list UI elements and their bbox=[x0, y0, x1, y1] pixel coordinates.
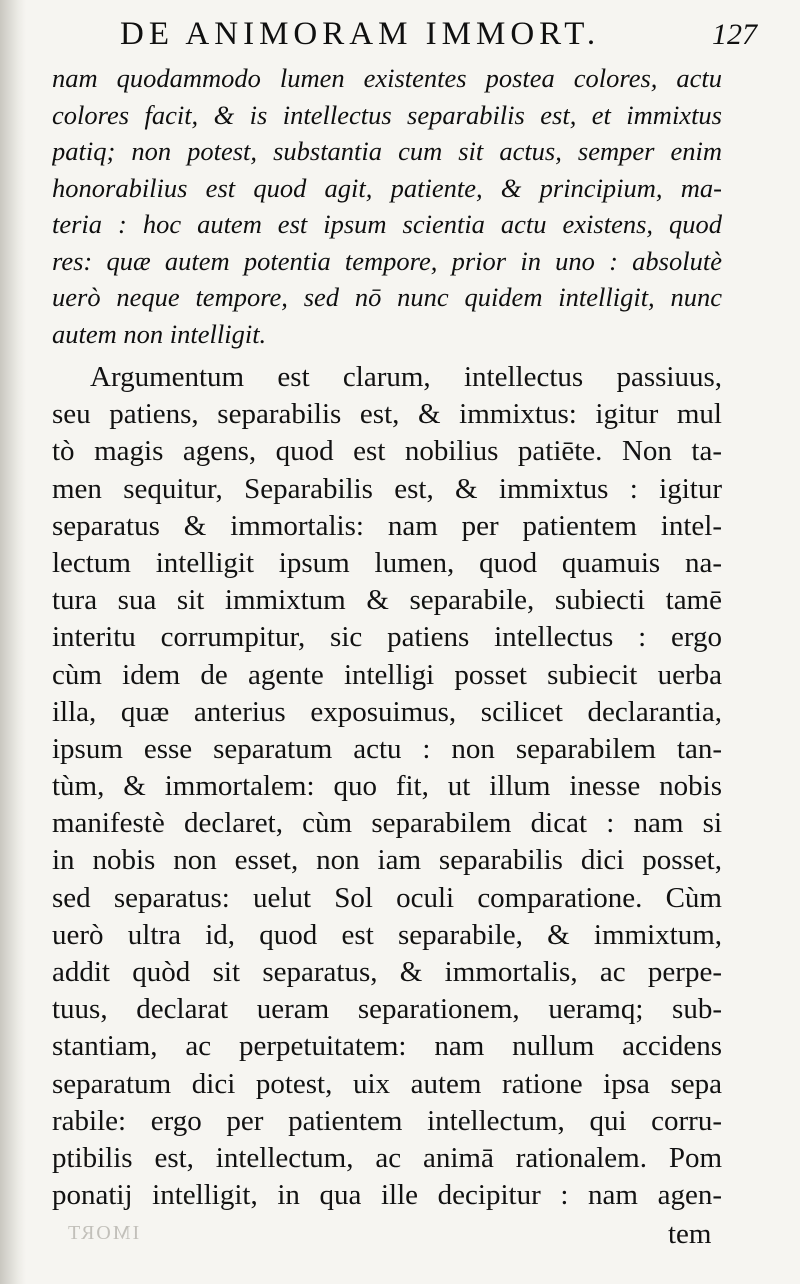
page-gutter-shadow bbox=[0, 0, 26, 1284]
text-line: ipsum esse separatum actu : non separabilem tan- bbox=[52, 732, 722, 765]
text-line: Argumentum est clarum, intellectus passiuus, bbox=[90, 361, 722, 393]
text-line: res: quæ autem potentia tempore, prior in uno : absolutè bbox=[52, 245, 722, 276]
text-line: colores facit, & is intellectus separabilis est, et immixtus bbox=[52, 99, 722, 130]
text-line: patiq; non potest, substantia cum sit actus, semper enim bbox=[52, 136, 722, 166]
text-line: separatus & immortalis: nam per patientem intel- bbox=[52, 509, 722, 542]
text-line: seu patiens, separabilis est, & immixtus: igitur mul bbox=[52, 398, 722, 431]
text-line: stantiam, ac perpetuitatem: nam nullum accidens bbox=[52, 1030, 722, 1063]
text-line: rabile: ergo per patientem intellectum, qui corru- bbox=[52, 1104, 722, 1137]
commentary-paragraph bbox=[52, 359, 722, 1214]
text-line: honorabilius est quod agit, patiente, & principium, ma- bbox=[52, 172, 722, 203]
text-line: manifestè declaret, cùm separabilem dicat : nam si bbox=[52, 807, 722, 840]
text-line: lectum intelligit ipsum lumen, quod quamuis na- bbox=[52, 546, 722, 579]
text-line: tò magis agens, quod est nobilius patiēte. Non ta- bbox=[52, 435, 722, 468]
text-line: ponatij intelligit, in qua ille decipitur : nam agen- bbox=[52, 1179, 722, 1212]
running-head: DE ANIMORAM IMMORT. bbox=[120, 16, 601, 52]
text-line: tura sua sit immixtum & separabile, subiecti tamē bbox=[52, 584, 722, 617]
text-line: ptibilis est, intellectum, ac animā rationalem. Pom bbox=[52, 1141, 722, 1174]
italic-quotation bbox=[52, 60, 722, 352]
text-line: uerò neque tempore, sed nō nunc quidem intelligit, nunc bbox=[52, 282, 722, 312]
bleed-through-text: IMORT bbox=[66, 1222, 140, 1244]
text-line: in nobis non esset, non iam separabilis dici posset, bbox=[52, 844, 722, 877]
text-line: tuus, declarat ueram separationem, ueramq; sub- bbox=[52, 993, 722, 1026]
text-line: sed separatus: uelut Sol oculi comparatione. Cùm bbox=[52, 881, 722, 914]
text-line: addit quòd sit separatus, & immortalis, ac perpe- bbox=[52, 956, 722, 988]
text-line: autem non intelligit. bbox=[52, 318, 267, 349]
text-line: uerò ultra id, quod est separabile, & immixtum, bbox=[52, 918, 722, 951]
text-line: tùm, & immortalem: quo fit, ut illum inesse nobis bbox=[52, 770, 722, 803]
text-line: interitu corrumpitur, sic patiens intellectus : ergo bbox=[52, 621, 722, 654]
text-line: teria : hoc autem est ipsum scientia actu existens, quod bbox=[52, 209, 722, 239]
text-line: separatum dici potest, uix autem ratione ipsa sepa bbox=[52, 1067, 722, 1100]
page-number: 127 bbox=[712, 18, 757, 51]
catchword: tem bbox=[668, 1218, 712, 1250]
text-line: cùm idem de agente intelligi posset subiecit uerba bbox=[52, 658, 722, 691]
text-line: men sequitur, Separabilis est, & immixtus : igitur bbox=[52, 472, 722, 505]
text-line: nam quodammodo lumen existentes postea colores, actu bbox=[52, 63, 722, 93]
text-line: illa, quæ anterius exposuimus, scilicet declarantia, bbox=[52, 695, 722, 728]
